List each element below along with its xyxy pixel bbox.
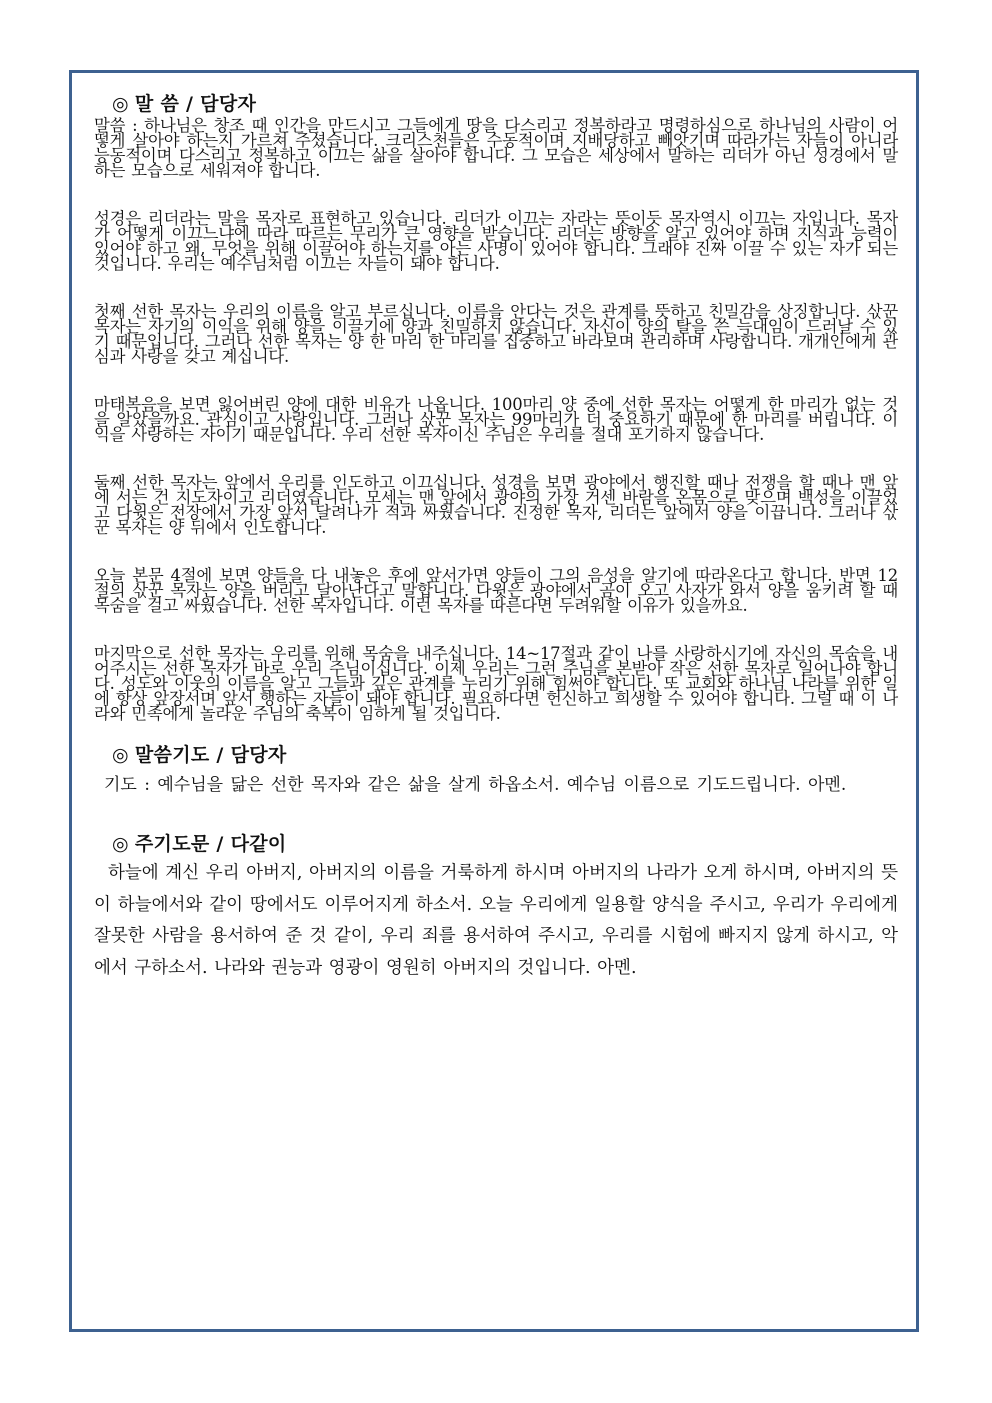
lords-prayer-heading-mark: ◎ xyxy=(112,833,129,855)
sermon-paragraph-1: 말씀 : 하나님은 창조 때 인간을 만드시고 그들에게 땅을 다스리고 정복하라고 명령하심으로 하나님의 사람이 어떻게 살아야 하는지 가르쳐 주셨습니다. 크리스천들은 수동적이며 지배당하고 빼앗기며 따라가는 자들이 아니라 능동적이며 다스리고 정복하고 이끄는 삶을 살아야 합니다. 그 모습은 세상에서 말하는 리더가 아닌 성경에서 말하는 모습으로 세워져야 합니다. xyxy=(94,116,898,180)
sermon-paragraph-2: 성경은 리더라는 말을 목자로 표현하고 있습니다. 리더가 이끄는 자라는 뜻이듯 목자역시 이끄는 자입니다. 목자가 어떻게 이끄느냐에 따라 따르는 무리가 큰 영향을 받습니다. 리더는 방향을 알고 있어야 하며 지식과 능력이 있어야 하고 왜, 무엇을 위해 이끌어야 하는지를 아는 사명이 있어야 합니다. 그래야 진짜 이끌 수 있는 자가 되는 것입니다. 우리는 예수님처럼 이끄는 자들이 돼야 합니다. xyxy=(94,209,898,273)
lords-prayer-text: 하늘에 계신 우리 아버지, 아버지의 이름을 거룩하게 하시며 아버지의 나라가 오게 하시며, 아버지의 뜻이 하늘에서와 같이 땅에서도 이루어지게 하소서. 오늘 우리에게 일용할 양식을 주시고, 우리가 우리에게 잘못한 사람을 용서하여 준 것 같이, 우리 죄를 용서하여 주시고, 우리를 시험에 빠지지 않게 하시고, 악에서 구하소서. 나라와 권능과 영광이 영원히 아버지의 것입니다. 아멘. xyxy=(94,863,898,978)
sermon-paragraph-7: 마지막으로 선한 목자는 우리를 위해 목숨을 내주십니다. 14~17절과 같이 나를 사랑하시기에 자신의 목숨을 내어주시는 선한 목자가 바로 우리 주님이십니다. 이제 우리는 그런 주님을 본받아 작은 선한 목자로 일어나야 합니다. 성도와 이웃의 이름을 알고 그들과 깊은 관계를 누리기 위해 힘써야 합니다. 또 교회와 하나님 나라를 위한 일에 항상 앞장서며 앞서 행하는 자들이 돼야 합니다. 필요하다면 헌신하고 희생할 수 있어야 합니다. 그럴 때 이 나라와 민족에게 놀라운 주님의 축복이 임하게 될 것입니다. xyxy=(94,644,898,723)
sermon-heading-title: 말 씀 / 담당자 xyxy=(134,93,257,115)
sermon-prayer-heading xyxy=(112,743,898,767)
sermon-prayer-heading-title: 말씀기도 / 담당자 xyxy=(134,744,287,766)
sermon-paragraph-3: 첫째 선한 목자는 우리의 이름을 알고 부르십니다. 이름을 안다는 것은 관계를 뜻하고 친밀감을 상징합니다. 삯꾼 목자는 자기의 이익을 위해 양을 이끌기에 양과 친밀하지 않습니다. 자신이 양의 탈을 쓴 늑대임이 드러날 수 있기 때문입니다. 그러나 선한 목자는 양 한 마리 한 마리를 집중하고 바라보며 관리하며 사랑합니다. 개개인에게 관심과 사랑을 갖고 계십니다. xyxy=(94,302,898,366)
sermon-prayer-text: 기도 : 예수님을 닮은 선한 목자와 같은 삶을 살게 하옵소서. 예수님 이름으로 기도드립니다. 아멘. xyxy=(104,775,847,795)
lords-prayer-heading xyxy=(112,832,898,856)
bulletin-content xyxy=(94,92,898,984)
sermon-prayer-heading-mark: ◎ xyxy=(112,744,129,766)
sermon-paragraph-6: 오늘 본문 4절에 보면 양들을 다 내놓은 후에 앞서가면 양들이 그의 음성을 알기에 따라온다고 합니다. 반면 12절의 삯꾼 목자는 양을 버리고 달아난다고 말합니다. 다윗은 광야에서 곰이 오고 사자가 와서 양을 움키려 할 때 목숨을 걸고 싸웠습니다. 선한 목자입니다. 이런 목자를 따른다면 두려워할 이유가 있을까요. xyxy=(94,566,898,615)
sermon-heading-mark: ◎ xyxy=(112,93,129,115)
sermon-paragraph-4: 마태복음을 보면 잃어버린 양에 대한 비유가 나옵니다. 100마리 양 중에 선한 목자는 어떻게 한 마리가 없는 것을 알았을까요. 관심이고 사랑입니다. 그러나 삯꾼 목자는 99마리가 더 중요하기 때문에 한 마리를 버립니다. 이익을 사랑하는 자이기 때문입니다. 우리 선한 목자이신 주님은 우리를 절대 포기하지 않습니다. xyxy=(94,395,898,444)
sermon-paragraph-5: 둘째 선한 목자는 앞에서 우리를 인도하고 이끄십니다. 성경을 보면 광야에서 행진할 때나 전쟁을 할 때나 맨 앞에 서는 건 지도자이고 리더였습니다. 모세는 맨 앞에서 광야의 가장 거센 바람을 온몸으로 맞으며 백성을 이끌었고 다윗은 전장에서 가장 앞서 달려나가 적과 싸웠습니다. 진정한 목자, 리더는 앞에서 양을 이끕니다. 그러나 삯꾼 목자는 양 뒤에서 인도합니다. xyxy=(94,473,898,537)
sermon-heading xyxy=(112,92,898,116)
lords-prayer-heading-title: 주기도문 / 다같이 xyxy=(134,833,287,855)
